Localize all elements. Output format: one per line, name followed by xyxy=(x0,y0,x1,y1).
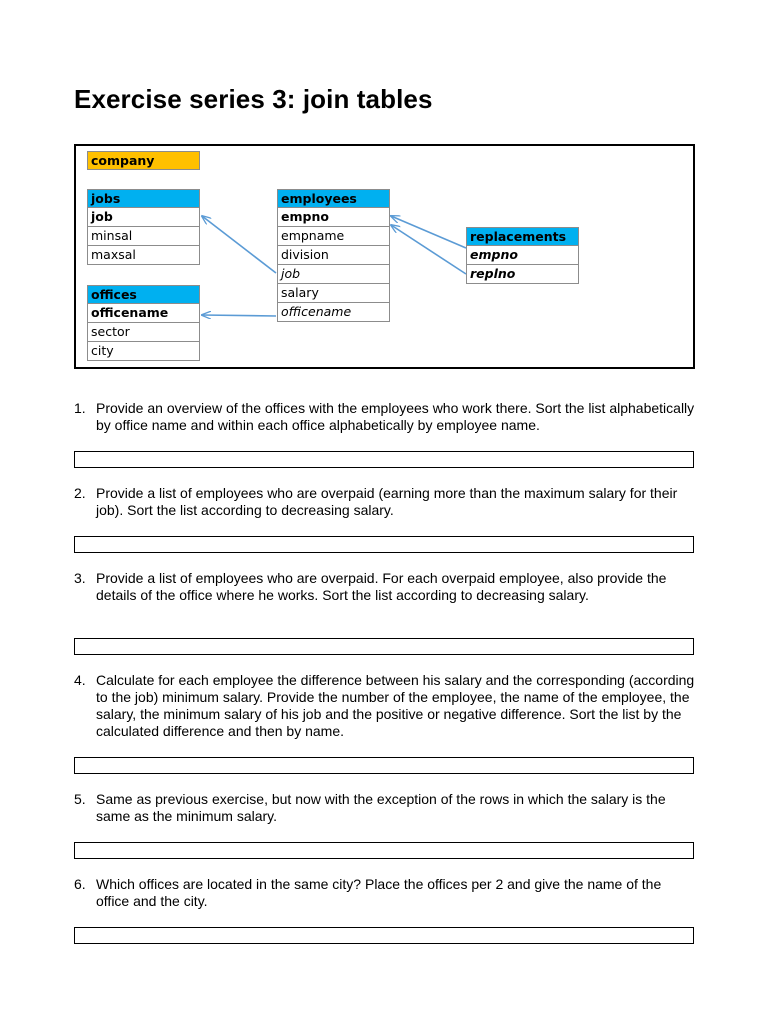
schema-diagram xyxy=(74,144,695,369)
field-offices-sector: sector xyxy=(87,323,200,342)
question-number: 3. xyxy=(74,570,86,586)
question-text: Provide an overview of the offices with the employees who work there. Sort the list alphabetically by office name and within each office alphabetically by employee name. xyxy=(96,400,695,433)
field-employees-salary: salary xyxy=(277,284,390,303)
relationship-lines xyxy=(76,146,695,369)
question-6 xyxy=(74,876,696,910)
answer-box-2[interactable] xyxy=(74,536,694,553)
answer-box-4[interactable] xyxy=(74,757,694,774)
field-jobs-job: job xyxy=(87,208,200,227)
question-number: 6. xyxy=(74,876,86,892)
table-company-header: company xyxy=(87,151,200,170)
question-number: 5. xyxy=(74,791,86,807)
field-employees-empname: empname xyxy=(277,227,390,246)
link-employees-job-to-jobs xyxy=(202,216,276,273)
table-jobs-header: jobs xyxy=(87,189,200,208)
question-number: 1. xyxy=(74,400,86,416)
field-replacements-empno: empno xyxy=(466,246,579,265)
question-text: Provide a list of employees who are overpaid. For each overpaid employee, also provide the details of the office where he works. Sort the list according to decreasing salary. xyxy=(96,570,667,603)
question-5 xyxy=(74,791,696,825)
link-employees-officename-to-offices xyxy=(202,315,276,316)
page-title: Exercise series 3: join tables xyxy=(74,84,433,114)
answer-box-6[interactable] xyxy=(74,927,694,944)
question-text: Same as previous exercise, but now with the exception of the rows in which the salary is the same as the minimum salary. xyxy=(96,791,666,824)
question-3 xyxy=(74,570,696,604)
field-replacements-replno: replno xyxy=(466,265,579,284)
table-employees-header: employees xyxy=(277,189,390,208)
answer-box-1[interactable] xyxy=(74,451,694,468)
question-2 xyxy=(74,485,696,519)
field-jobs-minsal: minsal xyxy=(87,227,200,246)
question-number: 4. xyxy=(74,672,86,688)
question-text: Provide a list of employees who are overpaid (earning more than the maximum salary for their job). Sort the list according to decreasing salary. xyxy=(96,485,678,518)
field-offices-city: city xyxy=(87,342,200,361)
answer-box-5[interactable] xyxy=(74,842,694,859)
question-4 xyxy=(74,672,696,740)
field-employees-division: division xyxy=(277,246,390,265)
table-offices-header: offices xyxy=(87,285,200,304)
field-employees-job: job xyxy=(277,265,390,284)
field-offices-officename: officename xyxy=(87,304,200,323)
question-text: Calculate for each employee the difference between his salary and the corresponding (according to the job) minimum salary. Provide the number of the employee, the name of the employee, the salary, the minimum salary of his job and the positive or negative difference. Sort the list by the calculated difference and then by name. xyxy=(96,672,695,739)
answer-box-3[interactable] xyxy=(74,638,694,655)
field-employees-officename: officename xyxy=(277,303,390,322)
question-1 xyxy=(74,400,696,434)
field-jobs-maxsal: maxsal xyxy=(87,246,200,265)
field-employees-empno: empno xyxy=(277,208,390,227)
table-replacements-header: replacements xyxy=(466,227,579,246)
question-text: Which offices are located in the same city? Place the offices per 2 and give the name of the office and the city. xyxy=(96,876,662,909)
question-number: 2. xyxy=(74,485,86,501)
